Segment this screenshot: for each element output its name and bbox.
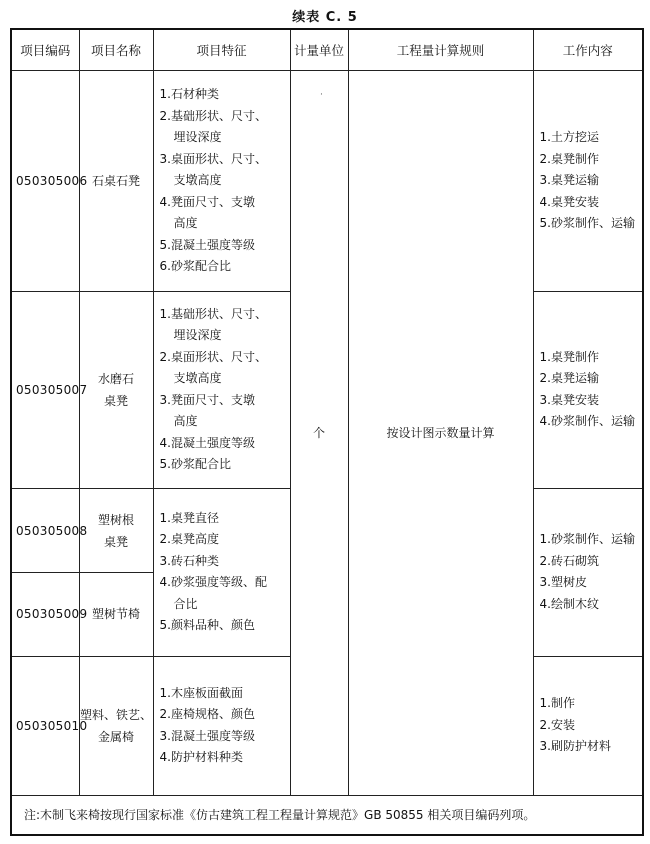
header-features: 项目特征: [153, 29, 290, 71]
feature-line: 1.基础形状、尺寸、: [159, 306, 267, 321]
header-unit: 计量单位: [290, 29, 348, 71]
feature-line: 1.木座板面截面: [159, 685, 243, 700]
rule-cell: [348, 71, 533, 796]
work-line: 2.安装: [539, 717, 575, 732]
work-line: 3.桌凳运输: [539, 173, 599, 188]
item-name: 塑料、铁艺、 金属椅: [79, 656, 153, 795]
table-note: 注:木制飞来椅按现行国家标准《仿古建筑工程工程量计算规范》GB 50855 相关项目编码列项。: [11, 795, 643, 835]
item-name: 水磨石 桌凳: [79, 291, 153, 489]
item-code: 050305006: [11, 71, 79, 292]
work-line: 2.桌凳运输: [539, 371, 599, 386]
tick-mark: ·: [320, 90, 323, 100]
item-code: 050305010: [11, 656, 79, 795]
work-line: 4.绘制木纹: [539, 596, 599, 611]
work-line: 3.刷防护材料: [539, 739, 611, 754]
feature-line: 埋设深度: [173, 328, 222, 343]
feature-line: 5.颜料品种、颜色: [159, 618, 255, 633]
feature-line: 合比: [173, 596, 198, 611]
feature-line: 3.混凝土强度等级: [159, 728, 255, 743]
header-name: 项目名称: [79, 29, 153, 71]
item-code: 050305009: [11, 572, 79, 656]
feature-line: 3.砖石种类: [159, 553, 219, 568]
item-work: [533, 489, 643, 656]
feature-line: 高度: [173, 414, 198, 429]
work-line: 1.桌凳制作: [539, 349, 599, 364]
work-line: 3.塑树皮: [539, 575, 587, 590]
feature-line: 3.凳面尺寸、支墩: [159, 392, 255, 407]
item-work: [533, 291, 643, 489]
header-row: [11, 29, 643, 71]
unit-value: 个: [312, 426, 325, 441]
item-features: [153, 71, 290, 292]
item-code: 050305007: [11, 291, 79, 489]
note-row: [11, 795, 643, 835]
feature-line: 支墩高度: [173, 371, 222, 386]
rule-value: 按设计图示数量计算: [386, 426, 495, 441]
work-line: 3.桌凳安装: [539, 392, 599, 407]
item-name: 石桌石凳: [79, 71, 153, 292]
feature-line: 4.防护材料种类: [159, 750, 243, 765]
item-name: 塑树根 桌凳: [79, 489, 153, 573]
feature-line: 5.砂浆配合比: [159, 457, 231, 472]
feature-line: 高度: [173, 216, 198, 231]
feature-line: 6.砂浆配合比: [159, 259, 231, 274]
work-line: 1.制作: [539, 696, 575, 711]
header-code: 项目编码: [11, 29, 79, 71]
work-line: 4.桌凳安装: [539, 194, 599, 209]
work-line: 2.桌凳制作: [539, 151, 599, 166]
feature-line: 3.桌面形状、尺寸、: [159, 151, 267, 166]
feature-line: 支墩高度: [173, 173, 222, 188]
work-line: 5.砂浆制作、运输: [539, 216, 635, 231]
feature-line: 2.桌面形状、尺寸、: [159, 349, 267, 364]
header-rule: 工程量计算规则: [348, 29, 533, 71]
item-features: [153, 291, 290, 489]
work-line: 4.砂浆制作、运输: [539, 414, 635, 429]
feature-line: 2.桌凳高度: [159, 532, 219, 547]
unit-cell: [290, 71, 348, 796]
item-features: [153, 489, 290, 656]
feature-line: 1.桌凳直径: [159, 510, 219, 525]
quantity-table: [10, 28, 644, 836]
table-title: 续表 C. 5: [292, 10, 358, 25]
work-line: 2.砖石砌筑: [539, 553, 599, 568]
table-row: [11, 71, 643, 292]
item-work: [533, 656, 643, 795]
work-line: 1.土方挖运: [539, 130, 599, 145]
item-features: [153, 656, 290, 795]
item-name: 塑树节椅: [79, 572, 153, 656]
feature-line: 4.砂浆强度等级、配: [159, 575, 267, 590]
item-work: [533, 71, 643, 292]
feature-line: 4.混凝土强度等级: [159, 435, 255, 450]
feature-line: 2.座椅规格、颜色: [159, 707, 255, 722]
header-work: 工作内容: [533, 29, 643, 71]
feature-line: 1.石材种类: [159, 87, 219, 102]
item-code: 050305008: [11, 489, 79, 573]
feature-line: 2.基础形状、尺寸、: [159, 108, 267, 123]
feature-line: 4.凳面尺寸、支墩: [159, 194, 255, 209]
feature-line: 埋设深度: [173, 130, 222, 145]
work-line: 1.砂浆制作、运输: [539, 532, 635, 547]
feature-line: 5.混凝土强度等级: [159, 237, 255, 252]
